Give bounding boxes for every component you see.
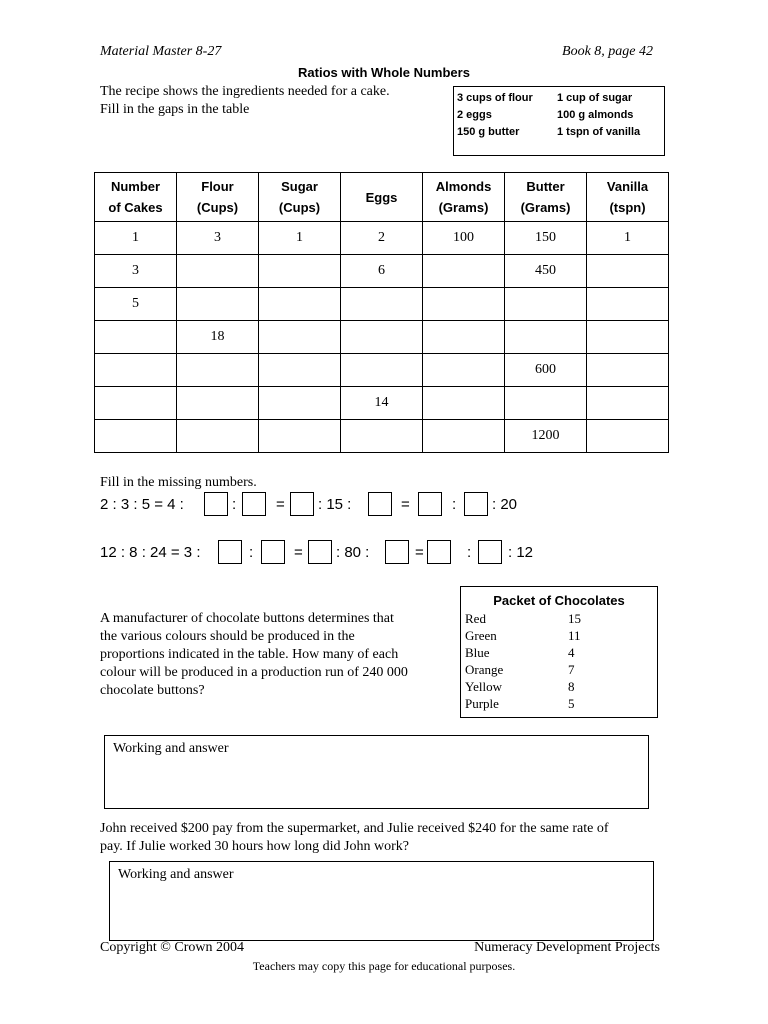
answer-box[interactable]: [218, 540, 242, 564]
column-header-line: Almonds: [435, 179, 492, 194]
page-title: Ratios with Whole Numbers: [298, 65, 470, 80]
problem-line: the various colours should be produced in the: [100, 629, 355, 644]
answer-box[interactable]: [308, 540, 332, 564]
working-answer-box-1[interactable]: [104, 735, 649, 809]
table-cell: 150: [505, 222, 587, 255]
recipe-item: 150 g butter: [457, 126, 520, 138]
chocolate-count: 15: [568, 611, 581, 626]
book-page-label: Book 8, page 42: [562, 44, 653, 59]
blank-cell[interactable]: [423, 420, 505, 453]
column-header: [259, 173, 341, 222]
chocolate-color: Blue: [465, 645, 490, 660]
column-header-line: Eggs: [365, 189, 398, 205]
blank-cell[interactable]: [587, 321, 669, 354]
column-header: [341, 173, 423, 222]
copy-permission: Teachers may copy this page for educational purposes.: [252, 959, 516, 973]
table-cell: 1: [95, 222, 177, 255]
table-header-row: [95, 173, 669, 222]
table-cell: 1200: [505, 420, 587, 453]
project-name: Numeracy Development Projects: [474, 940, 660, 955]
ratio-text: :: [467, 544, 472, 561]
chocolate-color: Yellow: [465, 679, 502, 694]
blank-cell[interactable]: [341, 354, 423, 387]
chocolates-title: Packet of Chocolates: [493, 593, 625, 608]
recipe-table: [94, 172, 669, 453]
blank-cell[interactable]: [259, 255, 341, 288]
column-header-line: (Cups): [196, 200, 239, 215]
problem-line: chocolate buttons?: [100, 683, 205, 698]
recipe-item: 2 eggs: [457, 109, 492, 121]
column-header-line: (tspn): [609, 200, 646, 215]
table-cell: 600: [505, 354, 587, 387]
ratio-text: :: [452, 496, 457, 513]
material-master-label: Material Master 8-27: [100, 44, 222, 59]
table-cell: 3: [95, 255, 177, 288]
ratio-text: =: [294, 544, 303, 561]
table-cell: 14: [341, 387, 423, 420]
table-cell: 6: [341, 255, 423, 288]
ratio-text: 2 : 3 : 5 = 4 :: [100, 496, 184, 513]
ratio-text: 12 : 8 : 24 = 3 :: [100, 544, 201, 561]
answer-box[interactable]: [261, 540, 285, 564]
column-header: [95, 173, 177, 222]
column-header: [423, 173, 505, 222]
chocolate-color: Green: [465, 628, 497, 643]
table-row: [95, 255, 669, 288]
working-label: Working and answer: [113, 741, 229, 756]
blank-cell[interactable]: [341, 321, 423, 354]
column-header: [587, 173, 669, 222]
blank-cell[interactable]: [177, 420, 259, 453]
chocolate-color: Red: [465, 611, 486, 626]
column-header: [505, 173, 587, 222]
answer-box[interactable]: [464, 492, 488, 516]
blank-cell[interactable]: [259, 354, 341, 387]
chocolate-count: 8: [568, 679, 575, 694]
answer-box[interactable]: [427, 540, 451, 564]
ratio-text: =: [415, 544, 424, 561]
table-cell: 1: [259, 222, 341, 255]
table-row: [95, 354, 669, 387]
blank-cell[interactable]: [259, 387, 341, 420]
blank-cell[interactable]: [341, 288, 423, 321]
intro-line-2: Fill in the gaps in the table: [100, 102, 250, 117]
missing-numbers-label: Fill in the missing numbers.: [100, 475, 257, 490]
chocolate-count: 5: [568, 696, 575, 711]
column-header-line: Number: [110, 179, 161, 194]
answer-box[interactable]: [204, 492, 228, 516]
column-header-line: (Grams): [520, 200, 571, 215]
table-cell: 450: [505, 255, 587, 288]
chocolate-count: 11: [568, 628, 581, 643]
column-header-line: Vanilla: [606, 179, 649, 194]
blank-cell[interactable]: [505, 321, 587, 354]
table-cell: 18: [177, 321, 259, 354]
blank-cell[interactable]: [95, 354, 177, 387]
answer-box[interactable]: [368, 492, 392, 516]
pay-problem-line-2: pay. If Julie worked 30 hours how long did John work?: [100, 839, 409, 854]
blank-cell[interactable]: [95, 387, 177, 420]
recipe-item: 100 g almonds: [557, 109, 634, 121]
answer-box[interactable]: [242, 492, 266, 516]
column-header: [177, 173, 259, 222]
blank-cell[interactable]: [341, 420, 423, 453]
problem-line: proportions indicated in the table. How many of each: [100, 647, 399, 662]
ratio-row-2: [100, 540, 540, 566]
working-label: Working and answer: [118, 867, 234, 882]
blank-cell[interactable]: [587, 288, 669, 321]
answer-box[interactable]: [478, 540, 502, 564]
blank-cell[interactable]: [587, 354, 669, 387]
problem-line: A manufacturer of chocolate buttons determines that: [100, 611, 394, 626]
table-row: [95, 387, 669, 420]
chocolates-packet-box: [460, 586, 658, 718]
copyright: Copyright © Crown 2004: [100, 940, 245, 955]
blank-cell[interactable]: [423, 255, 505, 288]
blank-cell[interactable]: [505, 288, 587, 321]
table-row: [95, 288, 669, 321]
blank-cell[interactable]: [259, 420, 341, 453]
recipe-item: 1 tspn of vanilla: [557, 126, 641, 138]
answer-box[interactable]: [290, 492, 314, 516]
recipe-box: [453, 86, 665, 156]
blank-cell[interactable]: [259, 288, 341, 321]
blank-cell[interactable]: [95, 420, 177, 453]
table-row: [95, 321, 669, 354]
blank-cell[interactable]: [587, 255, 669, 288]
chocolate-color: Purple: [465, 696, 499, 711]
recipe-item: 3 cups of flour: [457, 92, 533, 104]
blank-cell[interactable]: [587, 420, 669, 453]
column-header-line: Sugar: [281, 179, 318, 194]
blank-cell[interactable]: [423, 354, 505, 387]
blank-cell[interactable]: [177, 255, 259, 288]
blank-cell[interactable]: [587, 387, 669, 420]
blank-cell[interactable]: [95, 321, 177, 354]
table-row: [95, 420, 669, 453]
problem-line: colour will be produced in a production run of 240 000: [100, 665, 408, 680]
column-header-line: Butter: [526, 179, 565, 194]
answer-box[interactable]: [418, 492, 442, 516]
table-cell: 3: [177, 222, 259, 255]
table-cell: 100: [423, 222, 505, 255]
chocolate-problem: [100, 610, 408, 700]
blank-cell[interactable]: [177, 288, 259, 321]
recipe-item: 1 cup of sugar: [557, 92, 633, 104]
blank-cell[interactable]: [177, 387, 259, 420]
working-answer-box-2[interactable]: [109, 861, 654, 941]
intro-line-1: The recipe shows the ingredients needed for a cake.: [100, 84, 390, 99]
table-cell: 1: [587, 222, 669, 255]
column-header-line: (Grams): [438, 200, 489, 215]
table-row: [95, 222, 669, 255]
answer-box[interactable]: [385, 540, 409, 564]
ratio-text: :: [249, 544, 254, 561]
ratio-row-1: [100, 492, 540, 518]
ratio-text: :: [232, 496, 237, 513]
column-header-line: Flour: [201, 179, 234, 194]
ratio-text: : 12: [508, 544, 534, 561]
blank-cell[interactable]: [423, 387, 505, 420]
column-header-line: of Cakes: [108, 200, 163, 215]
chocolate-count: 4: [568, 645, 575, 660]
table-cell: 2: [341, 222, 423, 255]
chocolate-count: 7: [568, 662, 575, 677]
column-header-line: (Cups): [278, 200, 321, 215]
blank-cell[interactable]: [259, 321, 341, 354]
blank-cell[interactable]: [505, 387, 587, 420]
ratio-text: : 20: [492, 496, 518, 513]
chocolate-color: Orange: [465, 662, 504, 677]
ratio-text: : 15 :: [318, 496, 352, 513]
ratio-text: =: [276, 496, 285, 513]
table-cell: 5: [95, 288, 177, 321]
blank-cell[interactable]: [423, 288, 505, 321]
blank-cell[interactable]: [423, 321, 505, 354]
pay-problem-line-1: John received $200 pay from the supermarket, and Julie received $240 for the same rate of: [100, 821, 609, 836]
blank-cell[interactable]: [177, 354, 259, 387]
ratio-text: =: [401, 496, 410, 513]
ratio-text: : 80 :: [336, 544, 370, 561]
